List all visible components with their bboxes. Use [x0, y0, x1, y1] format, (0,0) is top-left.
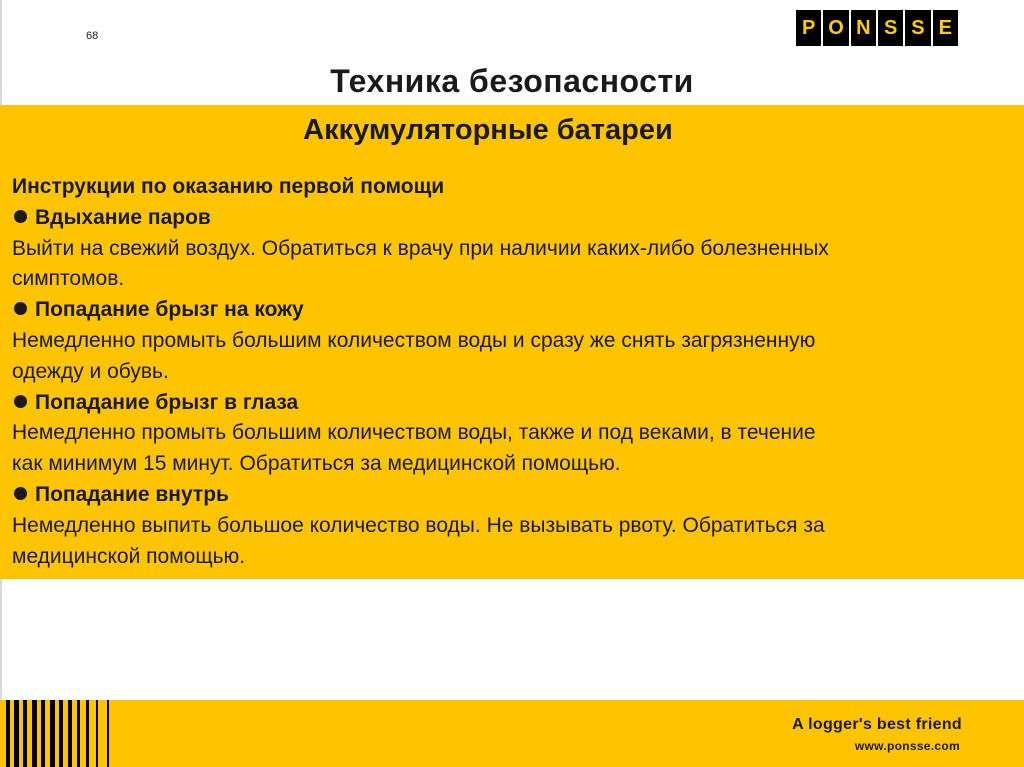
logo-letter: S: [905, 10, 930, 46]
bullet-icon: [14, 487, 27, 500]
barcode-stripe: [50, 700, 55, 767]
section-heading-eyes: [12, 388, 1017, 419]
bullet-icon: [14, 302, 27, 315]
section-heading-text: Попадание внутрь: [35, 482, 229, 506]
section-text-line: медицинской помощью.: [12, 544, 246, 568]
bullet-icon: [14, 395, 27, 408]
logo-letter: E: [933, 10, 958, 46]
barcode-stripe: [59, 700, 63, 767]
bullet-icon: [14, 210, 27, 223]
section-text-line: Немедленно выпить большое количество воды. Не вызывать рвоту. Обратиться за: [12, 513, 825, 537]
barcode-stripe: [86, 700, 89, 767]
barcode-stripe: [6, 700, 10, 767]
footer-website-link[interactable]: www.ponsse.com: [854, 739, 960, 753]
section-text-line: одежду и обувь.: [12, 359, 169, 383]
section-heading-text: Попадание брызг в глаза: [35, 390, 299, 414]
section-heading-text: Вдыхание паров: [35, 205, 211, 229]
slide-title: Техника безопасности: [330, 63, 694, 99]
footer-tagline: A logger's best friend: [792, 716, 962, 733]
barcode-stripe: [96, 700, 98, 767]
barcode-stripe: [77, 700, 80, 767]
box-heading: Аккумуляторные батареи: [303, 114, 673, 146]
section-heading-ingestion: [12, 480, 1017, 511]
barcode-stripe: [23, 700, 27, 767]
barcode-stripe: [68, 700, 72, 767]
barcode-stripe: [41, 700, 45, 767]
barcode-stripe: [32, 700, 37, 767]
section-heading-inhalation: [12, 203, 1017, 234]
logo-letter: N: [851, 10, 876, 46]
page-number: 68: [86, 30, 99, 42]
barcode-stripe: [14, 700, 19, 767]
section-heading-text: Попадание брызг на кожу: [35, 298, 304, 322]
section-text-line: Выйти на свежий воздух. Обратиться к врачу при наличии каких-либо болезненных: [12, 236, 829, 260]
barcode-stripe: [107, 700, 109, 767]
ponsse-logo: [796, 10, 958, 46]
instructions-intro: Инструкции по оказанию первой помощи: [12, 175, 445, 198]
logo-letter: O: [823, 10, 848, 46]
section-text-line: как минимум 15 минут. Обратиться за медицинской помощью.: [12, 452, 621, 476]
section-text-line: Немедленно промыть большим количеством воды и сразу же снять загрязненную: [12, 328, 816, 352]
section-text-line: Немедленно промыть большим количеством воды, также и под веками, в течение: [12, 421, 816, 445]
section-text-line: симптомов.: [12, 267, 125, 291]
first-aid-instructions: [12, 172, 1017, 572]
section-heading-skin: [12, 295, 1017, 326]
logo-letter: P: [796, 10, 821, 46]
logo-letter: S: [878, 10, 903, 46]
barcode-stripes-decoration: [0, 700, 120, 767]
